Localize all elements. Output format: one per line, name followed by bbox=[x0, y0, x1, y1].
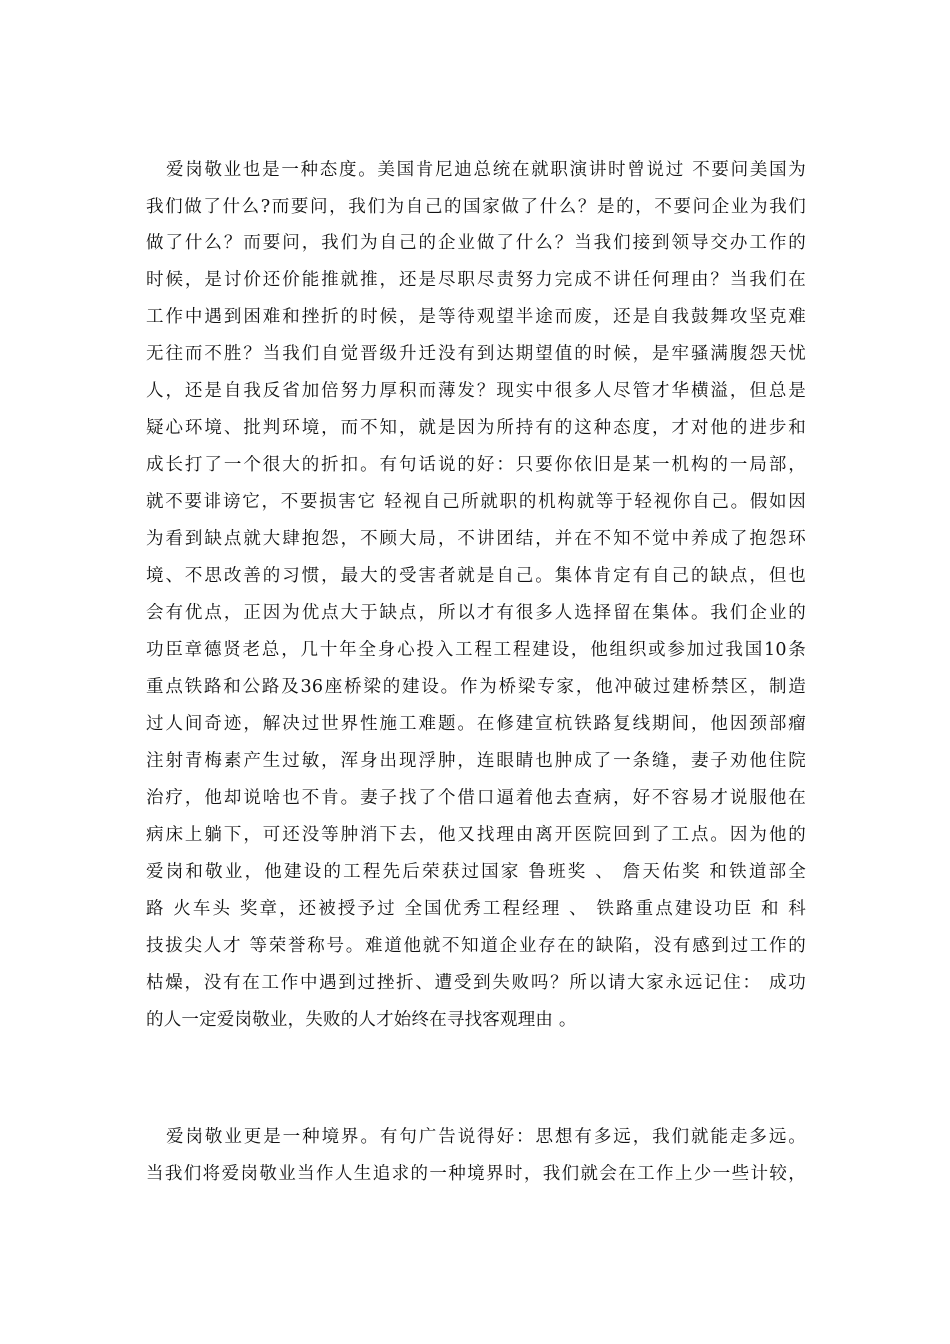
text-line: 工作中遇到困难和挫折的时候，是等待观望半途而废，还是自我鼓舞攻坚克难 bbox=[146, 307, 806, 327]
text-line: 做了什么？而要问，我们为自己的企业做了什么？当我们接到领导交办工作的 bbox=[146, 233, 806, 253]
text-line: 无往而不胜？当我们自觉晋级升迁没有到达期望值的时候，是牢骚满腹怨天忧 bbox=[146, 344, 806, 364]
text-line: 人，还是自我反省加倍努力厚积而薄发？现实中很多人尽管才华横溢，但总是 bbox=[146, 381, 806, 401]
text-line: 爱岗敬业也是一种态度。美国肯尼迪总统在就职演讲时曾说过 不要问美国为 bbox=[166, 160, 806, 180]
text-line: 治疗，他却说啥也不肯。妻子找了个借口逼着他去查病，好不容易才说服他在 bbox=[146, 788, 806, 808]
text-line: 病床上躺下，可还没等肿消下去，他又找理由离开医院回到了工点。因为他的 bbox=[146, 825, 806, 845]
text-line: 成长打了一个很大的折扣。有句话说的好：只要你依旧是某一机构的一局部， bbox=[146, 455, 806, 475]
text-line: 重点铁路和公路及36座桥梁的建设。作为桥梁专家，他冲破过建桥禁区，制造 bbox=[146, 677, 806, 697]
text-line: 技拔尖人才 等荣誉称号。难道他就不知道企业存在的缺陷，没有感到过工作的 bbox=[146, 936, 806, 956]
text-line: 路 火车头 奖章，还被授予过 全国优秀工程经理 、 铁路重点建设功臣 和 科 bbox=[146, 899, 806, 919]
text-line: 爱岗和敬业，他建设的工程先后荣获过国家 鲁班奖 、 詹天佑奖 和铁道部全 bbox=[146, 862, 806, 882]
text-line: 境、不思改善的习惯，最大的受害者就是自己。集体肯定有自己的缺点，但也 bbox=[146, 566, 806, 586]
text-line: 注射青梅素产生过敏，浑身出现浮肿，连眼睛也肿成了一条缝，妻子劝他住院 bbox=[146, 751, 806, 771]
text-line: 功臣章德贤老总，几十年全身心投入工程工程建设，他组织或参加过我国10条 bbox=[146, 640, 806, 660]
text-line: 就不要诽谤它，不要损害它 轻视自己所就职的机构就等于轻视你自己。假如因 bbox=[146, 492, 806, 512]
text-line: 为看到缺点就大肆抱怨，不顾大局，不讲团结，并在不知不觉中养成了抱怨环 bbox=[146, 529, 806, 549]
text-line: 爱岗敬业更是一种境界。有句广告说得好：思想有多远，我们就能走多远。 bbox=[166, 1127, 806, 1147]
text-line: 枯燥，没有在工作中遇到过挫折、遭受到失败吗？所以请大家永远记住： 成功 bbox=[146, 973, 806, 993]
text-line: 时候，是讨价还价能推就推，还是尽职尽责努力完成不讲任何理由？当我们在 bbox=[146, 270, 806, 290]
text-line: 的人一定爱岗敬业，失败的人才始终在寻找客观理由 。 bbox=[146, 1010, 577, 1030]
text-line: 疑心环境、批判环境，而不知，就是因为所持有的这种态度，才对他的进步和 bbox=[146, 418, 806, 438]
text-line: 我们做了什么?而要问，我们为自己的国家做了什么？是的，不要问企业为我们 bbox=[146, 197, 806, 217]
text-line: 会有优点，正因为优点大于缺点，所以才有很多人选择留在集体。我们企业的 bbox=[146, 603, 806, 623]
text-line: 过人间奇迹，解决过世界性施工难题。在修建宣杭铁路复线期间，他因颈部瘤 bbox=[146, 714, 806, 734]
text-line: 当我们将爱岗敬业当作人生追求的一种境界时，我们就会在工作上少一些计较， bbox=[146, 1164, 806, 1184]
